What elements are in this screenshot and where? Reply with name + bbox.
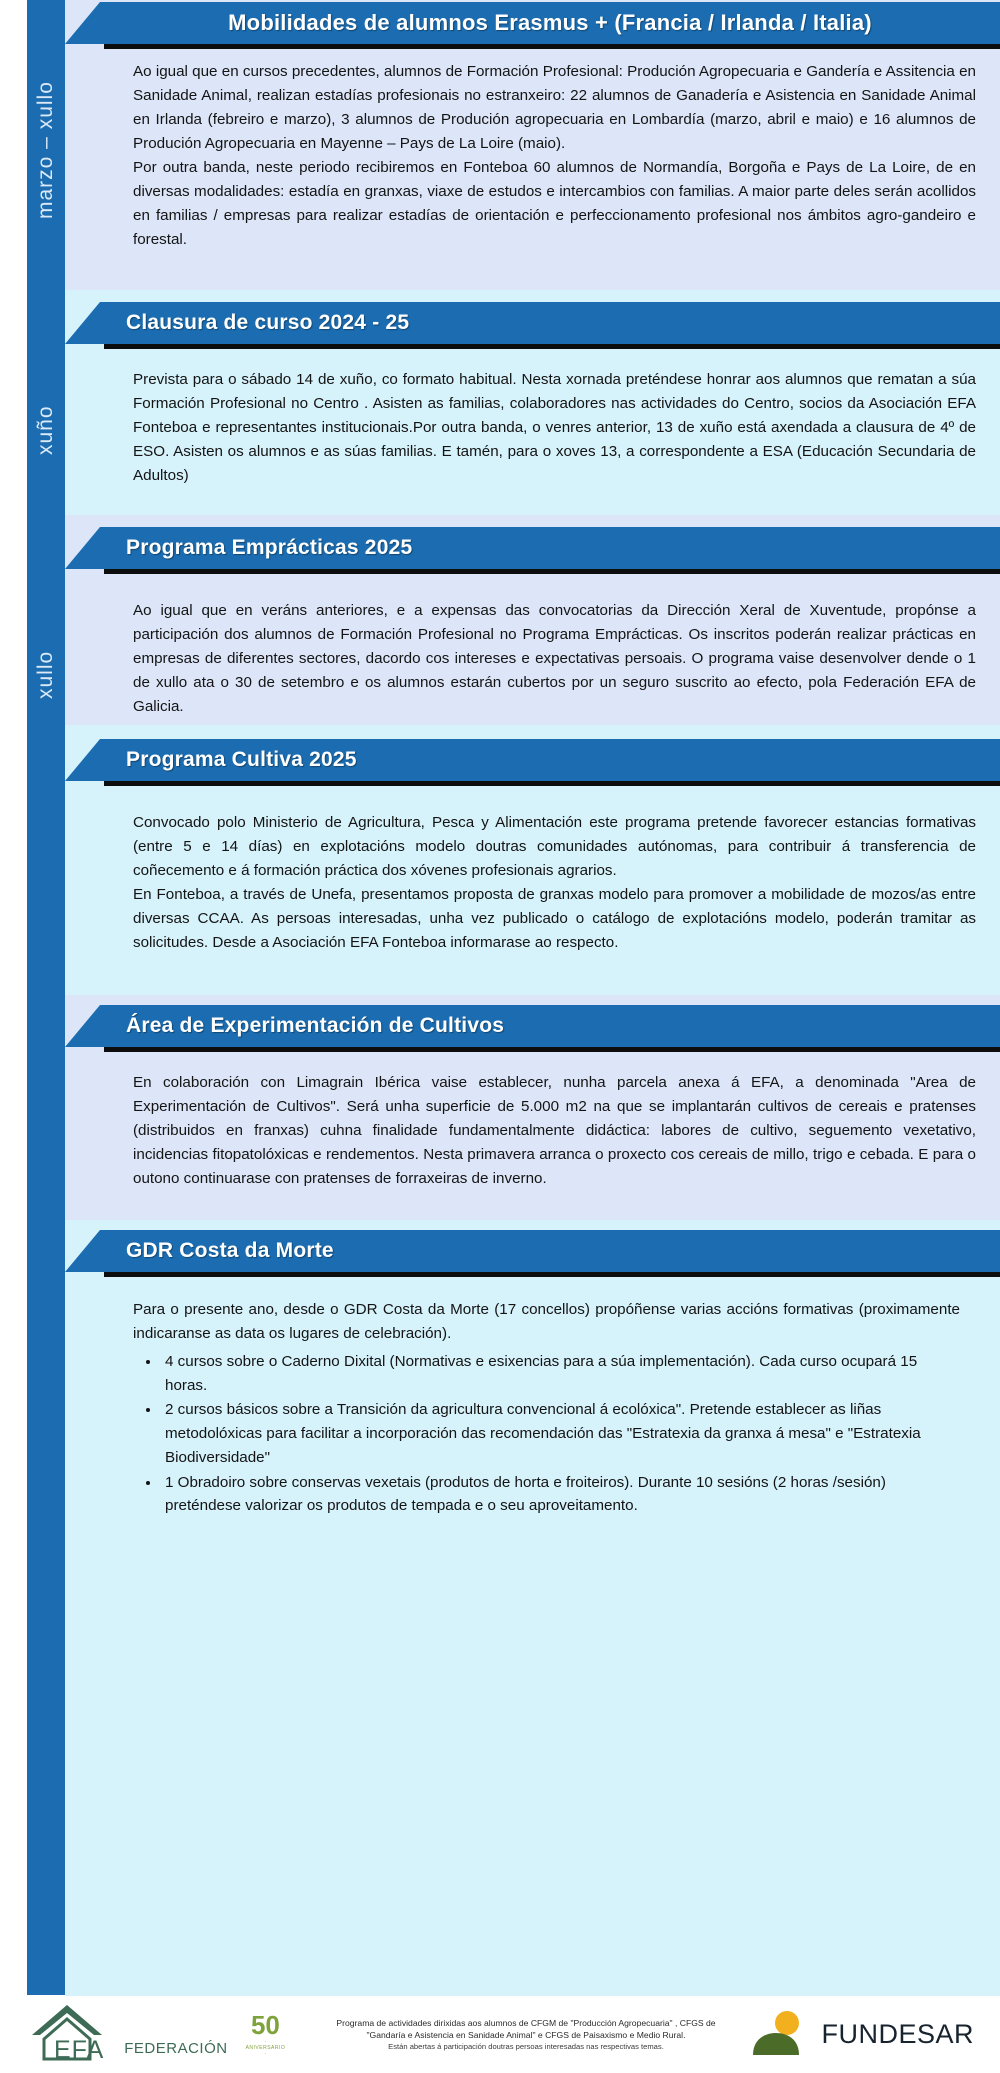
section-title-gdr: GDR Costa da Morte	[126, 1239, 334, 1262]
rail-label-marzo-xullo: marzo – xullo	[34, 81, 57, 219]
section-header-empracticas	[100, 527, 1000, 569]
section-header-erasmus	[100, 2, 1000, 44]
section-title-cultiva: Programa Cultiva 2025	[126, 748, 357, 771]
footer	[0, 1996, 1000, 2073]
section-experimentacion	[65, 995, 1000, 1220]
section-title-clausura: Clausura de curso 2024 - 25	[126, 311, 410, 334]
section-header-cultiva	[100, 739, 1000, 781]
fifty-sub-label: · ANIVERSARIO ·	[245, 2039, 286, 2057]
paragraph: Por outra banda, neste periodo recibiremos en Fonteboa 60 alumnos de Normandía, Borgoña e Pays de La Loire, de en diversas modalidades: estadía en granxas, viaxe de estudos e intercambios con familias. A maior parte deles serán acollidos en familias / empresas para realizar estadías de orientación e perfeccionamento profesional nos ámbitos agro-gandeiro e forestal.	[133, 159, 976, 249]
fundesar-logo-label: FUNDESAR	[821, 2019, 974, 2049]
paragraph: Prevista para o sábado 14 de xuño, co formato habitual. Nesta xornada preténdese honrar aos alumnos que rematan a súa Formación Profesional no Centro . Asisten as familias, colaboradores nas actividades do Centro, socios da Asociación EFA Fonteboa e representantes institucionais.Por outra banda, o venres anterior, 13 de xuño está axendada a clausura de 4º de ESO. Asisten os alumnos e as súas familias. E tamén, para o xoves 13, a correspondente a ESA (Educación Secundaria de Adultos)	[133, 371, 976, 485]
section-header-gdr	[100, 1230, 1000, 1272]
section-cultiva	[65, 725, 1000, 995]
section-title-experimentacion: Área de Experimentación de Cultivos	[126, 1014, 505, 1037]
paragraph: En colaboración con Limagrain Ibérica vaise establecer, nunha parcela anexa á EFA, a denominada "Area de Experimentación de Cultivos". Será unha superficie de 5.000 m2 na que se implantarán cultivos de cereais e pratenses (distribuidos en franxas) cuhna finalidade fundamentalmente didáctica: labores de cultivo, seguemento vexetativo, incidencias fitopatolóxicas e rendementos. Nesta primavera arranca o proxecto cos cereais de millo, trigo e cebada. E para o outono continuarase con pratenses de forraxeiras de inverno.	[133, 1074, 976, 1188]
paragraph: Ao igual que en cursos precedentes, alumnos de Formación Profesional: Produción Agropecuaria e Gandería e Assitencia en Sanidade Animal, realizan estadías profesionais no estranxeiro: 22 alumnos de Ganadería e Asistencia en Sanidade Animal en Irlanda (febreiro e marzo), 3 alumnos de Produción agropecuaria en Lombardía (marzo, abril e maio) e 16 alumnos de Produción Agropecuaria en Mayenne – Pays de La Loire (maio).	[133, 63, 976, 153]
section-body-experimentacion	[65, 1047, 1000, 1191]
paragraph: Para o presente ano, desde o GDR Costa da Morte (17 concellos) propóñense varias accións formativas (proximamente indicaranse as data os lugares de celebración).	[133, 1301, 960, 1343]
section-erasmus	[65, 0, 1000, 290]
section-title-erasmus: Mobilidades de alumnos Erasmus + (Francia / Irlanda / Italia)	[228, 10, 872, 35]
section-body-erasmus	[65, 44, 1000, 252]
footer-note-line-1: Programa de actividades dirixidas aos alumnos de CFGM de "Producción Agropecuaria" , CFGS de "Gandaría e Asistencia en Sanidade Animal" e CFGS de Paisaxismo e Medio Rural.	[336, 2017, 716, 2040]
section-empracticas	[65, 515, 1000, 725]
fundesar-mark-icon	[749, 2007, 811, 2062]
list-item: • 2 cursos básicos sobre a Transición da agricultura convencional á ecolóxica". Pretende establecer as liñas metodolóxicas para facilitar a incorporación das recomendación das "Estratexia da granxa á mesa" e "Estratexia Biodiversidade"	[161, 1398, 960, 1469]
efa-logo-label: EFA	[54, 2036, 105, 2064]
list-item: • 4 cursos sobre o Caderno Dixital (Normativas e esixencias para a súa implementación). Cada curso ocupará 15 horas.	[161, 1350, 960, 1397]
footer-left-logos	[0, 2001, 328, 2068]
section-title-empracticas: Programa Emprácticas 2025	[126, 536, 413, 559]
paragraph: Convocado polo Ministerio de Agricultura, Pesca y Alimentación este programa pretende favorecer estancias formativas (entre 5 e 14 días) en explotacións modelo doutras comunidades autónomas, para contribuir á transferencia de coñecemento e á formación práctica dos xóvenes profesionais agrarios.	[133, 814, 976, 880]
section-header-clausura	[100, 302, 1000, 344]
federacion-logo-label: FEDERACIÓN	[124, 2040, 228, 2057]
gdr-bullet-list	[65, 1350, 1000, 1518]
rail-label-xullo: xullo	[34, 650, 57, 700]
section-clausura	[65, 290, 1000, 515]
paragraph: Ao igual que en veráns anteriores, e a expensas das convocatorias da Dirección Xeral de Xuventude, propónse a participación dos alumnos de Formación Profesional no Programa Emprácticas. Os inscritos poderán realizar prácticas en empresas de diferentes sectores, dacordo cos intereses e expectativas persoais. O programa vaise desenvolver dende o 1 de xullo ata o 30 de setembro e os alumnos estarán cubertos por un seguro suscrito ao efecto, pola Federación EFA de Galicia.	[133, 602, 976, 716]
section-body-clausura	[65, 344, 1000, 488]
section-body-empracticas	[65, 569, 1000, 719]
section-body-gdr	[65, 1272, 1000, 1346]
section-body-cultiva	[65, 781, 1000, 955]
paragraph: En Fonteboa, a través de Unefa, presentamos proposta de granxas modelo para promover a mobilidade de mozos/as entre diversas CCAA. As persoas interesadas, unha vez publicado o catálogo de explotacións modelo, poderán tramitar as solicitudes. Desde a Asociación EFA Fonteboa informarase ao respecto.	[133, 886, 976, 952]
section-gdr	[65, 1220, 1000, 1996]
fifty-label: 50	[250, 2010, 280, 2040]
section-header-experimentacion	[100, 1005, 1000, 1047]
footer-note-line-2: Están abertas á participación doutras persoas interesadas nas respectivas temas.	[388, 2042, 664, 2052]
footer-program-note	[328, 2017, 724, 2053]
footer-right-logos	[724, 2007, 1000, 2062]
list-item: • 1 Obradoiro sobre conservas vexetais (produtos de horta e froiteiros). Durante 10 sesións (2 horas /sesión) preténdese valorizar os produtos de tempada e o seu aproveitamento.	[161, 1471, 960, 1518]
fiftieth-anniversary-logo	[246, 2012, 286, 2057]
rail-label-xuno: xuño	[34, 405, 57, 455]
